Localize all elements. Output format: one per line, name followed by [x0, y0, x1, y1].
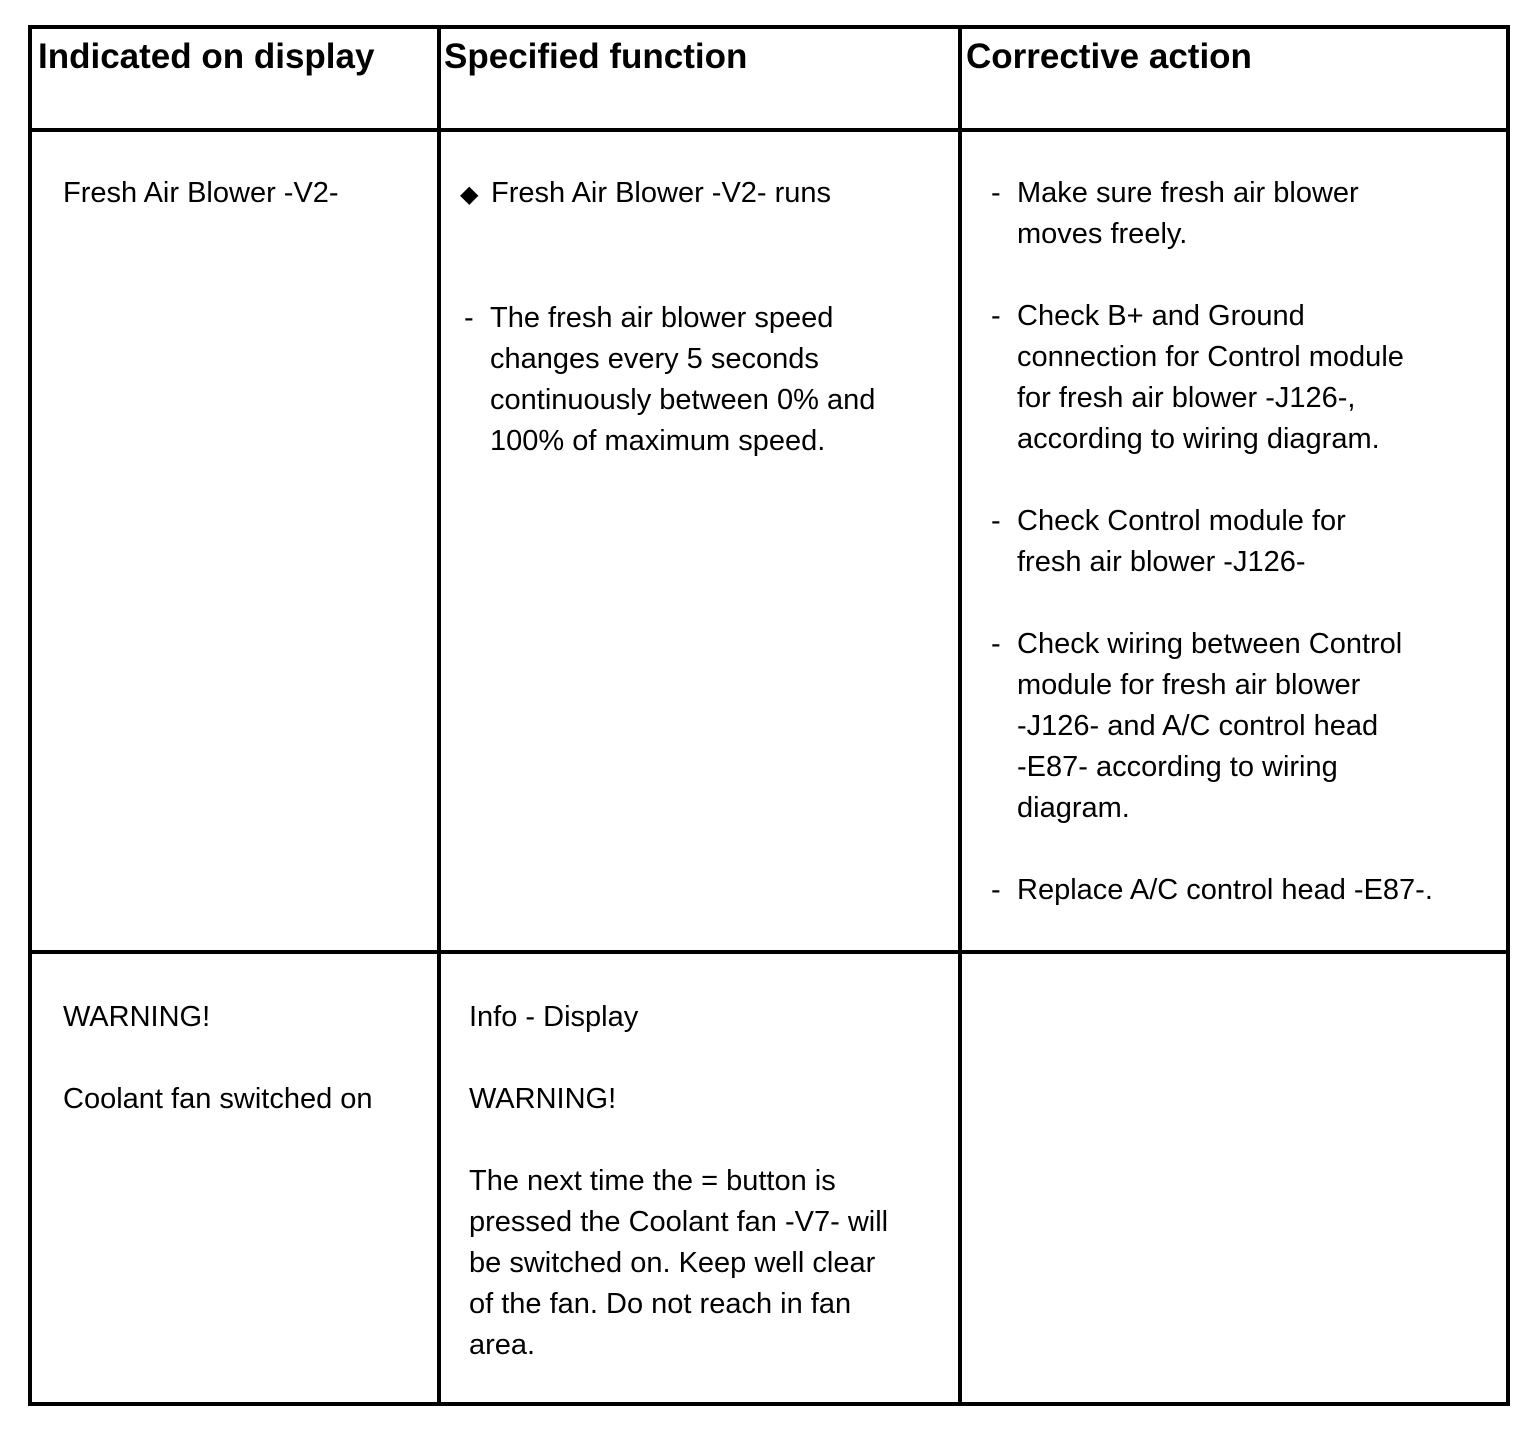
action-item — [987, 870, 1507, 911]
row2-function-warning: WARNING! — [469, 1083, 617, 1115]
action-item-text: Replace A/C control head -E87-. — [1017, 874, 1433, 906]
action-item-text: Check Control module for fresh air blower -J126- — [1017, 505, 1346, 578]
action-item — [987, 501, 1507, 583]
dash-bullet-icon: - — [991, 874, 1001, 906]
action-item — [987, 173, 1507, 255]
dash-bullet-icon: - — [991, 628, 1001, 660]
action-item-text: Make sure fresh air blower moves freely. — [1017, 177, 1359, 250]
header-specified-function: Specified function — [444, 37, 748, 76]
action-item-text: Check wiring between Control module for fresh air blower -J126- and A/C control head -E87- according to wiring diagram. — [1017, 628, 1403, 824]
row1-function-bullet-text: Fresh Air Blower -V2- runs — [491, 177, 832, 209]
row1-display-text: Fresh Air Blower -V2- — [63, 177, 339, 209]
diamond-bullet-icon: ◆ — [460, 181, 479, 208]
row-divider — [32, 950, 1506, 954]
row-divider — [32, 128, 1506, 132]
row2-display-cell — [63, 997, 423, 1120]
row2-function-text: The next time the = button is pressed the Coolant fan -V7- will be switched on. Keep well clear of the fan. Do not reach in fan area. — [469, 1165, 889, 1361]
action-item — [987, 296, 1507, 460]
header-indicated-on-display: Indicated on display — [38, 37, 375, 76]
action-item — [987, 624, 1507, 829]
dash-bullet-icon: - — [464, 302, 474, 334]
column-divider — [958, 29, 962, 1402]
row2-function-title: Info - Display — [469, 1001, 639, 1033]
row2-display-warning: WARNING! — [63, 1001, 211, 1033]
row1-function-cell — [460, 173, 950, 462]
diagnostic-table — [28, 25, 1510, 1406]
row1-function-detail — [460, 298, 950, 462]
column-divider — [437, 29, 441, 1402]
row1-display-cell — [63, 173, 423, 214]
dash-bullet-icon: - — [991, 505, 1001, 537]
dash-bullet-icon: - — [991, 300, 1001, 332]
dash-bullet-icon: - — [991, 177, 1001, 209]
row1-function-bullet-line — [460, 173, 950, 215]
header-corrective-action: Corrective action — [966, 37, 1252, 76]
row2-function-cell — [469, 997, 949, 1366]
row1-function-detail-text: The fresh air blower speed changes every 5 seconds continuously between 0% and 100% of maximum speed. — [490, 302, 876, 457]
row2-display-text: Coolant fan switched on — [63, 1083, 373, 1115]
action-item-text: Check B+ and Ground connection for Control module for fresh air blower -J126-, according to wiring diagram. — [1017, 300, 1404, 455]
row1-actions-cell — [987, 173, 1507, 911]
